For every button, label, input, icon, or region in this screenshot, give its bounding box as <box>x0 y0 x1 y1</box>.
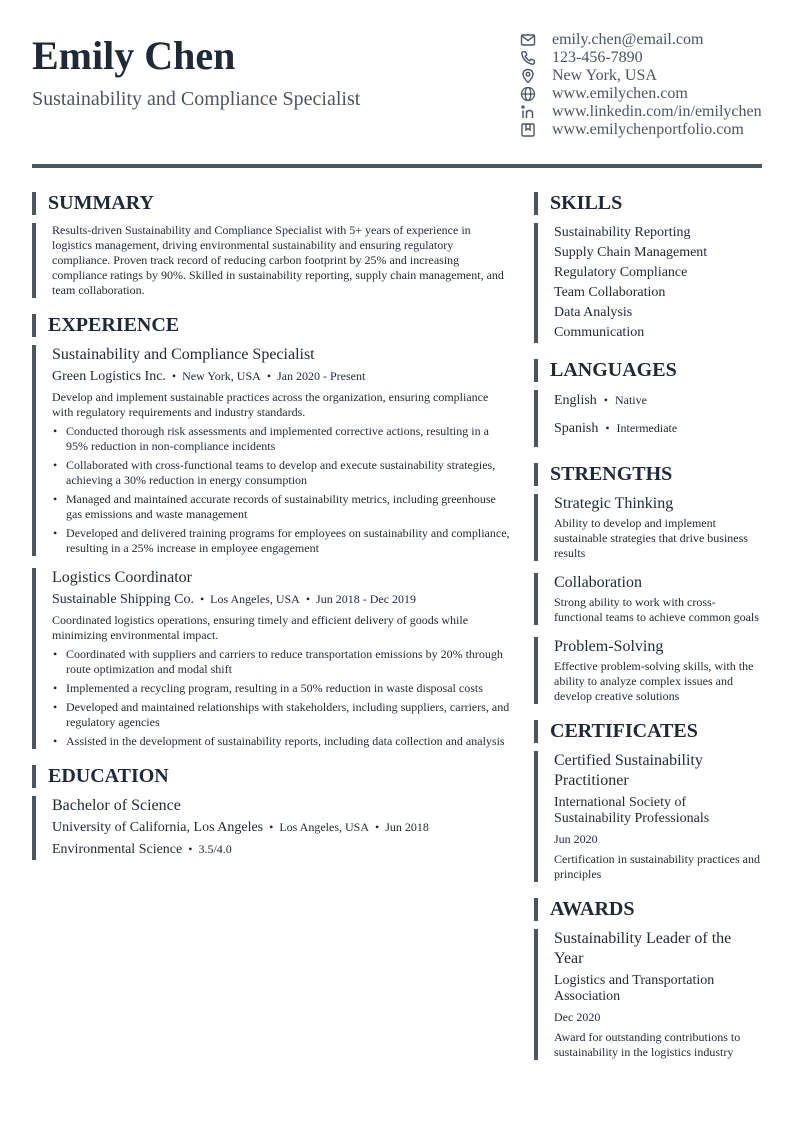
language-level: Native <box>614 393 647 407</box>
achievement-item: • Developed and maintained relationships with stakeholders, including suppliers, carriers, and regulatory agencies <box>66 700 512 730</box>
skill-item: Data Analysis <box>554 305 633 320</box>
skills-heading: SKILLS <box>534 192 764 215</box>
education-heading: EDUCATION <box>32 765 512 788</box>
strength-description: Effective problem-solving skills, with the ability to analyze complex issues and develop creative solutions <box>554 659 754 703</box>
skill-item: Sustainability Reporting <box>554 225 691 240</box>
header-divider <box>32 164 762 168</box>
skills-section <box>534 223 764 343</box>
strength-entry <box>534 637 764 704</box>
certificates-heading: CERTIFICATES <box>534 720 764 743</box>
gpa: 3.5/4.0 <box>198 842 232 856</box>
awards-heading: AWARDS <box>534 898 764 921</box>
separator-dot: • <box>188 842 193 856</box>
separator-dot: • <box>305 592 311 606</box>
portfolio-link[interactable]: www.emilychenportfolio.com <box>552 121 744 138</box>
certificate-description: Certification in sustainability practices and principles <box>554 852 760 881</box>
strength-entry <box>534 573 764 625</box>
job-location: New York, USA <box>182 369 261 383</box>
separator-dot: • <box>171 369 177 383</box>
contact-list <box>518 31 788 139</box>
summary-text: Results-driven Sustainability and Compliance Specialist with 5+ years of experience in logistics management, driving environmental sustainability and ensuring regulatory compliance. Proven track record of reducing carbon footprint by 25% and increasing compliance ratings by 90%. Skilled in sustainability reporting, supply chain management, and team collaboration. <box>52 223 504 297</box>
contact-email <box>518 31 788 49</box>
portfolio-bookmark-icon <box>518 122 538 138</box>
education-field-row <box>52 839 512 860</box>
separator-dot: • <box>605 421 610 435</box>
job-achievements <box>52 424 512 556</box>
award-issuer: Logistics and Transportation Association <box>554 973 715 1004</box>
strength-name: Collaboration <box>554 574 642 591</box>
languages-heading: LANGUAGES <box>534 359 764 382</box>
job-entry <box>32 345 512 556</box>
envelope-icon <box>518 32 538 48</box>
certificate-date: Jun 2020 <box>554 832 598 846</box>
job-description: Develop and implement sustainable practices across the organization, ensuring compliance with regulatory requirements and industry standards. <box>52 390 489 419</box>
language-name: English <box>554 393 597 408</box>
certificate-name: Certified Sustainability Practitioner <box>554 752 703 789</box>
separator-dot: • <box>603 393 608 407</box>
strength-description: Ability to develop and implement sustainable strategies that drive business results <box>554 516 748 560</box>
summary-heading: SUMMARY <box>32 192 512 215</box>
summary-section <box>32 223 512 298</box>
linkedin-link[interactable]: www.linkedin.com/in/emilychen <box>552 103 762 120</box>
sidebar-column <box>534 192 764 1060</box>
language-name: Spanish <box>554 421 599 436</box>
candidate-name: Emily Chen <box>32 33 236 78</box>
contact-location <box>518 67 788 85</box>
skill-item: Supply Chain Management <box>554 245 708 260</box>
strength-description: Strong ability to work with cross-functional teams to achieve common goals <box>554 595 759 624</box>
linkedin-icon <box>518 104 538 120</box>
globe-icon <box>518 86 538 102</box>
job-title: Logistics Coordinator <box>52 569 192 586</box>
field-of-study: Environmental Science <box>52 842 183 857</box>
award-description: Award for outstanding contributions to sustainability in the logistics industry <box>554 1030 741 1059</box>
main-column <box>32 192 512 860</box>
achievement-item: • Assisted in the development of sustainability reports, including data collection and analysis <box>66 734 512 749</box>
achievement-item: • Implemented a recycling program, resulting in a 50% reduction in waste disposal costs <box>66 681 512 696</box>
separator-dot: • <box>375 820 380 834</box>
job-dates: Jan 2020 - Present <box>277 369 366 383</box>
skill-item: Communication <box>554 325 645 340</box>
achievement-item: • Collaborated with cross-functional teams to develop and execute sustainability strategies, achieving a 30% reduction in energy consumption <box>66 458 512 488</box>
achievement-item: • Managed and maintained accurate records of sustainability metrics, including greenhouse gas emissions and waste management <box>66 492 512 522</box>
strength-entry <box>534 494 764 561</box>
contact-phone <box>518 49 788 67</box>
education-entry <box>32 796 512 860</box>
achievement-item: • Coordinated with suppliers and carriers to reduce transportation emissions by 20% through route optimization and modal shift <box>66 647 512 677</box>
job-dates: Jun 2018 - Dec 2019 <box>316 592 417 606</box>
separator-dot: • <box>199 592 205 606</box>
location-pin-icon <box>518 68 538 84</box>
graduation-date: Jun 2018 <box>385 820 429 834</box>
website-link[interactable]: www.emilychen.com <box>552 85 688 102</box>
email-link[interactable]: emily.chen@email.com <box>552 31 704 48</box>
award-name: Sustainability Leader of the Year <box>554 930 732 967</box>
skill-item: Regulatory Compliance <box>554 265 688 280</box>
strength-name: Strategic Thinking <box>554 495 674 512</box>
certificate-issuer: International Society of Sustainability Professionals <box>554 795 710 826</box>
job-meta <box>52 589 512 610</box>
experience-heading: EXPERIENCE <box>32 314 512 337</box>
certificate-entry <box>534 751 764 882</box>
candidate-title: Sustainability and Compliance Specialist <box>32 88 361 110</box>
job-description: Coordinated logistics operations, ensuring timely and efficient delivery of goods while minimizing environmental impact. <box>52 613 469 642</box>
degree: Bachelor of Science <box>52 797 181 814</box>
strength-name: Problem-Solving <box>554 638 664 655</box>
education-meta <box>52 817 512 838</box>
language-item <box>554 390 764 411</box>
language-item <box>554 418 764 439</box>
job-achievements <box>52 647 512 749</box>
phone-number[interactable]: 123-456-7890 <box>552 49 643 66</box>
award-date: Dec 2020 <box>554 1010 601 1024</box>
job-title: Sustainability and Compliance Specialist <box>52 346 315 363</box>
location-text: New York, USA <box>552 67 657 84</box>
contact-portfolio <box>518 121 788 139</box>
contact-website <box>518 85 788 103</box>
separator-dot: • <box>269 820 274 834</box>
award-entry <box>534 929 764 1060</box>
strengths-heading: STRENGTHS <box>534 463 764 486</box>
skill-item: Team Collaboration <box>554 285 666 300</box>
school-location: Los Angeles, USA <box>279 820 370 834</box>
contact-linkedin <box>518 103 788 121</box>
languages-section <box>534 390 764 447</box>
job-meta <box>52 366 512 387</box>
job-entry <box>32 568 512 749</box>
job-company: Green Logistics Inc. <box>52 369 166 384</box>
job-location: Los Angeles, USA <box>210 592 300 606</box>
achievement-item: • Developed and delivered training programs for employees on sustainability and compliance, resulting in a 25% increase in employee engagement <box>66 526 512 556</box>
phone-icon <box>518 50 538 66</box>
job-company: Sustainable Shipping Co. <box>52 592 194 607</box>
school-name: University of California, Los Angeles <box>52 820 264 835</box>
achievement-item: • Conducted thorough risk assessments and implemented corrective actions, resulting in a 95% reduction in non-compliance incidents <box>66 424 512 454</box>
language-level: Intermediate <box>616 421 678 435</box>
separator-dot: • <box>266 369 272 383</box>
